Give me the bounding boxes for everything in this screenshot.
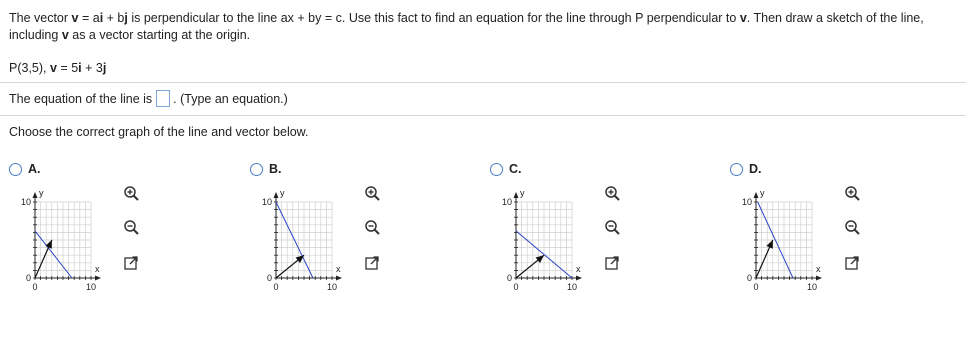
y-tick-label-0: 0 xyxy=(506,273,512,283)
radio-button[interactable] xyxy=(490,163,503,176)
option-graph xyxy=(9,182,109,322)
y-axis-label: y xyxy=(39,188,44,198)
text-fragment: v xyxy=(50,61,57,75)
text-fragment: The vector xyxy=(9,11,72,25)
x-tick-label-10: 10 xyxy=(85,282,97,292)
zoom-in-icon[interactable] xyxy=(843,184,861,202)
x-axis-arrow xyxy=(816,276,822,281)
equation-hint: . (Type an equation.) xyxy=(173,91,288,106)
y-tick-label-0: 0 xyxy=(25,273,31,283)
text-fragment: . Then draw a sketch of the line, xyxy=(746,11,924,25)
option-graph xyxy=(730,182,830,322)
answer-option-b xyxy=(250,162,480,342)
option-label: C. xyxy=(509,162,522,176)
expand-icon[interactable] xyxy=(363,254,381,272)
y-tick-label-10: 10 xyxy=(20,197,31,207)
radio-button[interactable] xyxy=(730,163,743,176)
x-tick-label-0: 0 xyxy=(273,282,279,292)
question-line-1 xyxy=(9,10,959,27)
x-tick-label-0: 0 xyxy=(32,282,38,292)
option-radio-row[interactable] xyxy=(250,162,282,176)
zoom-in-icon[interactable] xyxy=(363,184,381,202)
question-line-2 xyxy=(9,27,959,44)
zoom-in-icon[interactable] xyxy=(122,184,140,202)
text-fragment: j xyxy=(124,11,128,25)
text-fragment: v xyxy=(71,11,79,25)
y-tick-label-0: 0 xyxy=(746,273,752,283)
option-radio-row[interactable] xyxy=(9,162,41,176)
zoom-out-icon[interactable] xyxy=(843,218,861,236)
choose-instruction: Choose the correct graph of the line and vector below. xyxy=(9,125,309,139)
x-tick-label-0: 0 xyxy=(753,282,759,292)
y-axis-arrow xyxy=(33,192,38,198)
text-fragment: is perpendicular to the line ax + by = c. Use this fact to find an equation for the line through P perpendicular to xyxy=(127,11,740,25)
radio-button[interactable] xyxy=(250,163,263,176)
option-radio-row[interactable] xyxy=(730,162,762,176)
grid xyxy=(276,202,332,278)
vector-arrowhead xyxy=(536,255,544,263)
text-fragment: j xyxy=(102,61,107,75)
text-fragment: + 3 xyxy=(81,61,103,75)
y-tick-label-10: 10 xyxy=(741,197,752,207)
text-fragment: = a xyxy=(78,11,100,25)
vector-arrowhead xyxy=(296,255,304,263)
divider xyxy=(0,82,966,83)
grid xyxy=(516,202,572,278)
option-graph xyxy=(250,182,350,322)
equation-answer-box[interactable] xyxy=(156,90,170,107)
grid xyxy=(756,202,812,278)
x-tick-label-0: 0 xyxy=(513,282,519,292)
y-axis-label: y xyxy=(520,188,525,198)
x-tick-label-10: 10 xyxy=(326,282,338,292)
answer-option-a xyxy=(9,162,239,342)
x-axis-label: x xyxy=(576,264,581,274)
y-tick-label-10: 10 xyxy=(501,197,512,207)
expand-icon[interactable] xyxy=(603,254,621,272)
x-axis-arrow xyxy=(336,276,342,281)
text-fragment: = 5 xyxy=(56,61,79,75)
y-axis-label: y xyxy=(280,188,285,198)
x-axis-label: x xyxy=(816,264,821,274)
option-radio-row[interactable] xyxy=(490,162,522,176)
y-axis-arrow xyxy=(514,192,519,198)
x-tick-label-10: 10 xyxy=(566,282,578,292)
y-axis-label: y xyxy=(760,188,765,198)
equation-prompt: The equation of the line is xyxy=(9,91,153,106)
expand-icon[interactable] xyxy=(122,254,140,272)
text-fragment: v xyxy=(61,28,69,42)
y-tick-label-0: 0 xyxy=(266,273,272,283)
option-label: B. xyxy=(269,162,282,176)
option-label: D. xyxy=(749,162,762,176)
x-axis-label: x xyxy=(336,264,341,274)
x-tick-label-10: 10 xyxy=(806,282,818,292)
divider xyxy=(0,115,966,116)
given-values xyxy=(9,61,106,75)
expand-icon[interactable] xyxy=(843,254,861,272)
text-fragment: as a vector starting at the origin. xyxy=(68,28,251,42)
answer-option-d xyxy=(730,162,960,342)
text-fragment: including xyxy=(9,28,62,42)
text-fragment: i xyxy=(78,61,82,75)
zoom-in-icon[interactable] xyxy=(603,184,621,202)
x-axis-label: x xyxy=(95,264,100,274)
text-fragment: v xyxy=(739,11,747,25)
zoom-out-icon[interactable] xyxy=(363,218,381,236)
text-fragment: + b xyxy=(103,11,125,25)
radio-button[interactable] xyxy=(9,163,22,176)
text-fragment: P(3,5), xyxy=(9,61,50,75)
zoom-out-icon[interactable] xyxy=(122,218,140,236)
x-axis-arrow xyxy=(576,276,582,281)
question-text xyxy=(9,10,959,44)
option-label: A. xyxy=(28,162,41,176)
y-axis-arrow xyxy=(754,192,759,198)
answer-option-c xyxy=(490,162,720,342)
text-fragment: i xyxy=(99,11,104,25)
x-axis-arrow xyxy=(95,276,101,281)
zoom-out-icon[interactable] xyxy=(603,218,621,236)
equation-row xyxy=(9,90,288,107)
y-axis-arrow xyxy=(274,192,279,198)
option-graph xyxy=(490,182,590,322)
y-tick-label-10: 10 xyxy=(261,197,272,207)
